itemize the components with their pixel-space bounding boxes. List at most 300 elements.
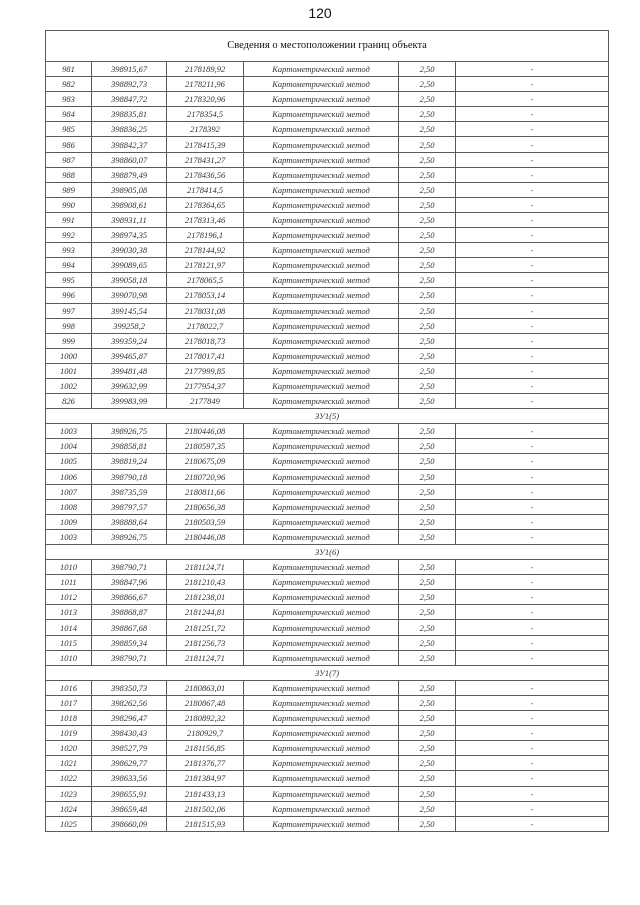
y-coordinate-cell: 2181124,71 [167, 560, 244, 575]
point-number-cell: 1023 [46, 786, 92, 801]
point-number-cell: 990 [46, 197, 92, 212]
point-number-cell: 985 [46, 122, 92, 137]
x-coordinate-cell: 398835,81 [92, 107, 167, 122]
point-number-cell: 986 [46, 137, 92, 152]
accuracy-cell: 2,50 [399, 152, 456, 167]
table-row [46, 560, 609, 575]
accuracy-cell: 2,50 [399, 620, 456, 635]
point-number-cell: 1010 [46, 560, 92, 575]
table-row [46, 771, 609, 786]
point-number-cell: 1019 [46, 726, 92, 741]
description-cell: - [456, 741, 609, 756]
x-coordinate-cell: 398905,08 [92, 182, 167, 197]
table-row [46, 756, 609, 771]
y-coordinate-cell: 2180446,08 [167, 529, 244, 544]
description-cell: - [456, 152, 609, 167]
method-cell: Картометрический метод [244, 92, 399, 107]
x-coordinate-cell: 398296,47 [92, 711, 167, 726]
accuracy-cell: 2,50 [399, 318, 456, 333]
y-coordinate-cell: 2181502,06 [167, 801, 244, 816]
y-coordinate-cell: 2178031,08 [167, 303, 244, 318]
method-cell: Картометрический метод [244, 454, 399, 469]
accuracy-cell: 2,50 [399, 228, 456, 243]
accuracy-cell: 2,50 [399, 514, 456, 529]
description-cell: - [456, 454, 609, 469]
accuracy-cell: 2,50 [399, 560, 456, 575]
x-coordinate-cell: 399145,54 [92, 303, 167, 318]
table-row [46, 303, 609, 318]
accuracy-cell: 2,50 [399, 650, 456, 665]
method-cell: Картометрический метод [244, 258, 399, 273]
x-coordinate-cell: 399359,24 [92, 333, 167, 348]
x-coordinate-cell: 398892,73 [92, 77, 167, 92]
method-cell: Картометрический метод [244, 771, 399, 786]
point-number-cell: 1009 [46, 514, 92, 529]
y-coordinate-cell: 2180446,08 [167, 424, 244, 439]
method-cell: Картометрический метод [244, 439, 399, 454]
point-number-cell: 1007 [46, 484, 92, 499]
method-cell: Картометрический метод [244, 363, 399, 378]
point-number-cell: 1002 [46, 378, 92, 393]
table-row [46, 318, 609, 333]
accuracy-cell: 2,50 [399, 77, 456, 92]
description-cell: - [456, 77, 609, 92]
description-cell: - [456, 273, 609, 288]
point-number-cell: 1021 [46, 756, 92, 771]
method-cell: Картометрический метод [244, 801, 399, 816]
description-cell: - [456, 680, 609, 695]
accuracy-cell: 2,50 [399, 801, 456, 816]
y-coordinate-cell: 2180675,09 [167, 454, 244, 469]
point-number-cell: 1003 [46, 424, 92, 439]
description-cell: - [456, 816, 609, 831]
accuracy-cell: 2,50 [399, 348, 456, 363]
accuracy-cell: 2,50 [399, 182, 456, 197]
y-coordinate-cell: 2178022,7 [167, 318, 244, 333]
method-cell: Картометрический метод [244, 680, 399, 695]
accuracy-cell: 2,50 [399, 741, 456, 756]
y-coordinate-cell: 2178320,96 [167, 92, 244, 107]
method-cell: Картометрический метод [244, 378, 399, 393]
table-row [46, 786, 609, 801]
y-coordinate-cell: 2178018,73 [167, 333, 244, 348]
accuracy-cell: 2,50 [399, 575, 456, 590]
description-cell: - [456, 137, 609, 152]
point-number-cell: 1015 [46, 635, 92, 650]
accuracy-cell: 2,50 [399, 303, 456, 318]
description-cell: - [456, 167, 609, 182]
y-coordinate-cell: 2181124,71 [167, 650, 244, 665]
method-cell: Картометрический метод [244, 424, 399, 439]
accuracy-cell: 2,50 [399, 107, 456, 122]
accuracy-cell: 2,50 [399, 333, 456, 348]
accuracy-cell: 2,50 [399, 756, 456, 771]
table-row [46, 680, 609, 695]
section-label: ЗУ1(6) [46, 545, 609, 560]
point-number-cell: 989 [46, 182, 92, 197]
accuracy-cell: 2,50 [399, 590, 456, 605]
description-cell: - [456, 695, 609, 710]
point-number-cell: 1006 [46, 469, 92, 484]
table-row [46, 167, 609, 182]
description-cell: - [456, 197, 609, 212]
x-coordinate-cell: 398735,59 [92, 484, 167, 499]
table-row [46, 182, 609, 197]
method-cell: Картометрический метод [244, 560, 399, 575]
table-row [46, 228, 609, 243]
section-label: ЗУ1(5) [46, 409, 609, 424]
table-row [46, 333, 609, 348]
method-cell: Картометрический метод [244, 182, 399, 197]
y-coordinate-cell: 2178144,92 [167, 243, 244, 258]
x-coordinate-cell: 398888,64 [92, 514, 167, 529]
y-coordinate-cell: 2178017,41 [167, 348, 244, 363]
x-coordinate-cell: 398836,25 [92, 122, 167, 137]
point-number-cell: 1003 [46, 529, 92, 544]
table-row [46, 726, 609, 741]
description-cell: - [456, 514, 609, 529]
y-coordinate-cell: 2181251,72 [167, 620, 244, 635]
x-coordinate-cell: 399481,48 [92, 363, 167, 378]
table-row [46, 469, 609, 484]
point-number-cell: 984 [46, 107, 92, 122]
x-coordinate-cell: 398527,79 [92, 741, 167, 756]
accuracy-cell: 2,50 [399, 288, 456, 303]
x-coordinate-cell: 398931,11 [92, 212, 167, 227]
description-cell: - [456, 529, 609, 544]
x-coordinate-cell: 399089,65 [92, 258, 167, 273]
x-coordinate-cell: 399632,99 [92, 378, 167, 393]
accuracy-cell: 2,50 [399, 92, 456, 107]
accuracy-cell: 2,50 [399, 469, 456, 484]
table-row [46, 499, 609, 514]
x-coordinate-cell: 398879,49 [92, 167, 167, 182]
table-row [46, 529, 609, 544]
method-cell: Картометрический метод [244, 469, 399, 484]
point-number-cell: 1004 [46, 439, 92, 454]
method-cell: Картометрический метод [244, 514, 399, 529]
point-number-cell: 998 [46, 318, 92, 333]
method-cell: Картометрический метод [244, 650, 399, 665]
method-cell: Картометрический метод [244, 529, 399, 544]
point-number-cell: 1024 [46, 801, 92, 816]
method-cell: Картометрический метод [244, 348, 399, 363]
y-coordinate-cell: 2181376,77 [167, 756, 244, 771]
method-cell: Картометрический метод [244, 741, 399, 756]
table-row [46, 273, 609, 288]
description-cell: - [456, 303, 609, 318]
description-cell: - [456, 212, 609, 227]
point-number-cell: 981 [46, 62, 92, 77]
point-number-cell: 991 [46, 212, 92, 227]
description-cell: - [456, 288, 609, 303]
x-coordinate-cell: 399983,99 [92, 394, 167, 409]
point-number-cell: 1005 [46, 454, 92, 469]
accuracy-cell: 2,50 [399, 197, 456, 212]
x-coordinate-cell: 398926,75 [92, 529, 167, 544]
y-coordinate-cell: 2177849 [167, 394, 244, 409]
accuracy-cell: 2,50 [399, 243, 456, 258]
accuracy-cell: 2,50 [399, 167, 456, 182]
y-coordinate-cell: 2178436,56 [167, 167, 244, 182]
accuracy-cell: 2,50 [399, 771, 456, 786]
point-number-cell: 997 [46, 303, 92, 318]
boundary-coordinates-table [45, 30, 609, 832]
x-coordinate-cell: 398842,37 [92, 137, 167, 152]
point-number-cell: 1012 [46, 590, 92, 605]
accuracy-cell: 2,50 [399, 786, 456, 801]
description-cell: - [456, 439, 609, 454]
description-cell: - [456, 801, 609, 816]
x-coordinate-cell: 398633,56 [92, 771, 167, 786]
method-cell: Картометрический метод [244, 816, 399, 831]
method-cell: Картометрический метод [244, 137, 399, 152]
point-number-cell: 987 [46, 152, 92, 167]
table-row [46, 394, 609, 409]
accuracy-cell: 2,50 [399, 424, 456, 439]
table-row [46, 514, 609, 529]
description-cell: - [456, 620, 609, 635]
method-cell: Картометрический метод [244, 711, 399, 726]
x-coordinate-cell: 398926,75 [92, 424, 167, 439]
table-row [46, 801, 609, 816]
y-coordinate-cell: 2181256,73 [167, 635, 244, 650]
description-cell: - [456, 469, 609, 484]
accuracy-cell: 2,50 [399, 695, 456, 710]
table-row [46, 288, 609, 303]
description-cell: - [456, 726, 609, 741]
accuracy-cell: 2,50 [399, 816, 456, 831]
method-cell: Картометрический метод [244, 499, 399, 514]
y-coordinate-cell: 2178189,92 [167, 62, 244, 77]
description-cell: - [456, 378, 609, 393]
description-cell: - [456, 243, 609, 258]
point-number-cell: 1001 [46, 363, 92, 378]
y-coordinate-cell: 2178364,65 [167, 197, 244, 212]
method-cell: Картометрический метод [244, 273, 399, 288]
table-row [46, 122, 609, 137]
description-cell: - [456, 771, 609, 786]
method-cell: Картометрический метод [244, 318, 399, 333]
table-row [46, 92, 609, 107]
table-row [46, 741, 609, 756]
point-number-cell: 1022 [46, 771, 92, 786]
table-row [46, 575, 609, 590]
description-cell: - [456, 122, 609, 137]
point-number-cell: 826 [46, 394, 92, 409]
point-number-cell: 995 [46, 273, 92, 288]
x-coordinate-cell: 398660,09 [92, 816, 167, 831]
x-coordinate-cell: 398847,72 [92, 92, 167, 107]
accuracy-cell: 2,50 [399, 363, 456, 378]
y-coordinate-cell: 2181433,13 [167, 786, 244, 801]
x-coordinate-cell: 398858,81 [92, 439, 167, 454]
x-coordinate-cell: 399258,2 [92, 318, 167, 333]
x-coordinate-cell: 398868,87 [92, 605, 167, 620]
y-coordinate-cell: 2181238,01 [167, 590, 244, 605]
table-row [46, 424, 609, 439]
table-row [46, 243, 609, 258]
accuracy-cell: 2,50 [399, 212, 456, 227]
method-cell: Картометрический метод [244, 212, 399, 227]
y-coordinate-cell: 2178065,5 [167, 273, 244, 288]
table-row [46, 107, 609, 122]
description-cell: - [456, 62, 609, 77]
method-cell: Картометрический метод [244, 695, 399, 710]
description-cell: - [456, 424, 609, 439]
accuracy-cell: 2,50 [399, 529, 456, 544]
y-coordinate-cell: 2181384,97 [167, 771, 244, 786]
table-row [46, 695, 609, 710]
x-coordinate-cell: 398659,48 [92, 801, 167, 816]
y-coordinate-cell: 2177954,37 [167, 378, 244, 393]
y-coordinate-cell: 2180597,35 [167, 439, 244, 454]
method-cell: Картометрический метод [244, 167, 399, 182]
method-cell: Картометрический метод [244, 288, 399, 303]
x-coordinate-cell: 398797,57 [92, 499, 167, 514]
description-cell: - [456, 107, 609, 122]
table-row [46, 605, 609, 620]
description-cell: - [456, 484, 609, 499]
point-number-cell: 999 [46, 333, 92, 348]
accuracy-cell: 2,50 [399, 635, 456, 650]
y-coordinate-cell: 2181515,93 [167, 816, 244, 831]
method-cell: Картометрический метод [244, 152, 399, 167]
section-row [46, 665, 609, 680]
x-coordinate-cell: 399070,98 [92, 288, 167, 303]
x-coordinate-cell: 398866,67 [92, 590, 167, 605]
description-cell: - [456, 590, 609, 605]
accuracy-cell: 2,50 [399, 484, 456, 499]
accuracy-cell: 2,50 [399, 605, 456, 620]
y-coordinate-cell: 2180720,96 [167, 469, 244, 484]
accuracy-cell: 2,50 [399, 62, 456, 77]
method-cell: Картометрический метод [244, 635, 399, 650]
point-number-cell: 992 [46, 228, 92, 243]
table-row [46, 378, 609, 393]
method-cell: Картометрический метод [244, 197, 399, 212]
description-cell: - [456, 575, 609, 590]
description-cell: - [456, 756, 609, 771]
section-label: ЗУ1(7) [46, 665, 609, 680]
point-number-cell: 1017 [46, 695, 92, 710]
description-cell: - [456, 394, 609, 409]
point-number-cell: 1008 [46, 499, 92, 514]
method-cell: Картометрический метод [244, 122, 399, 137]
method-cell: Картометрический метод [244, 590, 399, 605]
point-number-cell: 1020 [46, 741, 92, 756]
table-body [46, 31, 609, 832]
x-coordinate-cell: 399465,87 [92, 348, 167, 363]
method-cell: Картометрический метод [244, 77, 399, 92]
x-coordinate-cell: 398974,35 [92, 228, 167, 243]
accuracy-cell: 2,50 [399, 273, 456, 288]
point-number-cell: 1016 [46, 680, 92, 695]
table-row [46, 650, 609, 665]
x-coordinate-cell: 398790,71 [92, 560, 167, 575]
y-coordinate-cell: 2178211,96 [167, 77, 244, 92]
section-row [46, 409, 609, 424]
y-coordinate-cell: 2178121,97 [167, 258, 244, 273]
description-cell: - [456, 499, 609, 514]
table-row [46, 62, 609, 77]
description-cell: - [456, 333, 609, 348]
y-coordinate-cell: 2180503,59 [167, 514, 244, 529]
point-number-cell: 988 [46, 167, 92, 182]
table-row [46, 258, 609, 273]
x-coordinate-cell: 398908,61 [92, 197, 167, 212]
x-coordinate-cell: 398790,18 [92, 469, 167, 484]
description-cell: - [456, 318, 609, 333]
table-row [46, 484, 609, 499]
description-cell: - [456, 605, 609, 620]
description-cell: - [456, 228, 609, 243]
point-number-cell: 1013 [46, 605, 92, 620]
x-coordinate-cell: 398790,71 [92, 650, 167, 665]
accuracy-cell: 2,50 [399, 711, 456, 726]
method-cell: Картометрический метод [244, 726, 399, 741]
x-coordinate-cell: 398819,24 [92, 454, 167, 469]
x-coordinate-cell: 398860,07 [92, 152, 167, 167]
x-coordinate-cell: 398629,77 [92, 756, 167, 771]
table-row [46, 816, 609, 831]
table-row [46, 620, 609, 635]
table-row [46, 197, 609, 212]
x-coordinate-cell: 398867,68 [92, 620, 167, 635]
method-cell: Картометрический метод [244, 394, 399, 409]
description-cell: - [456, 650, 609, 665]
description-cell: - [456, 635, 609, 650]
x-coordinate-cell: 398350,73 [92, 680, 167, 695]
y-coordinate-cell: 2178415,39 [167, 137, 244, 152]
accuracy-cell: 2,50 [399, 258, 456, 273]
y-coordinate-cell: 2178053,14 [167, 288, 244, 303]
point-number-cell: 982 [46, 77, 92, 92]
method-cell: Картометрический метод [244, 484, 399, 499]
point-number-cell: 1010 [46, 650, 92, 665]
description-cell: - [456, 786, 609, 801]
point-number-cell: 1018 [46, 711, 92, 726]
point-number-cell: 983 [46, 92, 92, 107]
y-coordinate-cell: 2181210,43 [167, 575, 244, 590]
table-title-row [46, 31, 609, 62]
method-cell: Картометрический метод [244, 575, 399, 590]
y-coordinate-cell: 2180892,32 [167, 711, 244, 726]
x-coordinate-cell: 398859,34 [92, 635, 167, 650]
point-number-cell: 994 [46, 258, 92, 273]
table-row [46, 137, 609, 152]
y-coordinate-cell: 2180867,48 [167, 695, 244, 710]
section-row [46, 545, 609, 560]
method-cell: Картометрический метод [244, 756, 399, 771]
accuracy-cell: 2,50 [399, 680, 456, 695]
x-coordinate-cell: 398655,91 [92, 786, 167, 801]
y-coordinate-cell: 2178431,27 [167, 152, 244, 167]
x-coordinate-cell: 398262,56 [92, 695, 167, 710]
point-number-cell: 993 [46, 243, 92, 258]
description-cell: - [456, 348, 609, 363]
method-cell: Картометрический метод [244, 243, 399, 258]
y-coordinate-cell: 2177999,85 [167, 363, 244, 378]
y-coordinate-cell: 2181156,85 [167, 741, 244, 756]
accuracy-cell: 2,50 [399, 726, 456, 741]
point-number-cell: 1000 [46, 348, 92, 363]
table-row [46, 348, 609, 363]
accuracy-cell: 2,50 [399, 137, 456, 152]
description-cell: - [456, 92, 609, 107]
description-cell: - [456, 711, 609, 726]
accuracy-cell: 2,50 [399, 499, 456, 514]
